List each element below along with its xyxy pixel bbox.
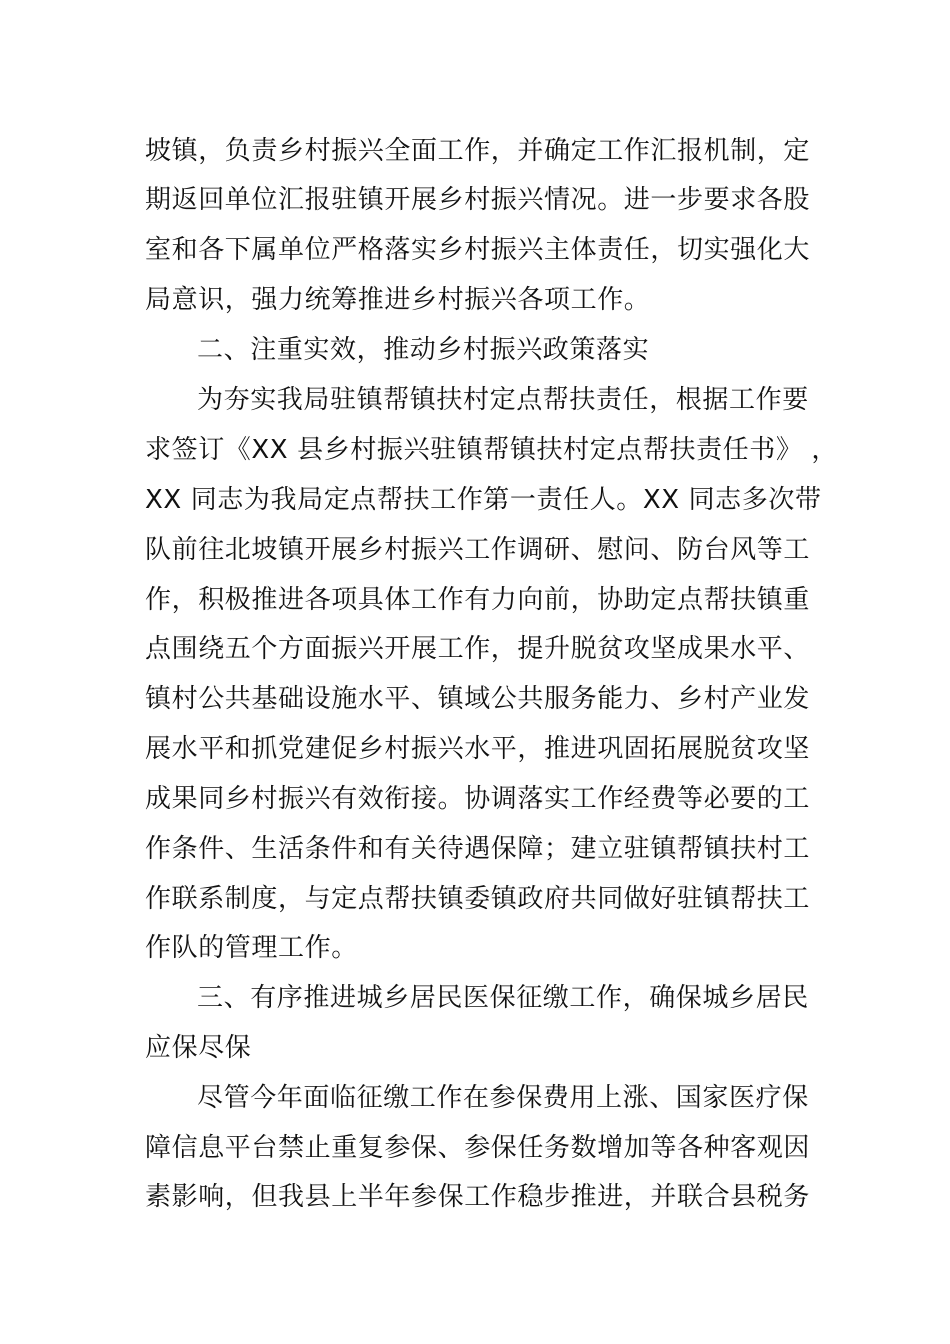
body-text-line: 镇村公共基础设施水平、镇域公共服务能力、乡村产业发: [145, 684, 811, 714]
body-text-line: 展水平和抓党建促乡村振兴水平，推进巩固拓展脱贫攻坚: [145, 734, 811, 764]
body-text-line: 素影响，但我县上半年参保工作稳步推进，并联合县税务: [145, 1182, 811, 1212]
body-text-line: XX 同志为我局定点帮扶工作第一责任人。XX 同志多次带: [145, 485, 822, 515]
body-text-line: 成果同乡村振兴有效衔接。协调落实工作经费等必要的工: [145, 784, 811, 814]
body-text-line: 为夯实我局驻镇帮镇扶村定点帮扶责任，根据工作要: [197, 385, 809, 415]
body-text-line: 作联系制度，与定点帮扶镇委镇政府共同做好驻镇帮扶工: [145, 884, 811, 914]
section-heading-continued: 应保尽保: [145, 1033, 252, 1063]
body-text-line: 点围绕五个方面振兴开展工作，提升脱贫攻坚成果水平、: [145, 634, 811, 664]
body-text-line: 坡镇，负责乡村振兴全面工作，并确定工作汇报机制，定: [145, 136, 811, 166]
body-text-line: 障信息平台禁止重复参保、参保任务数增加等各种客观因: [145, 1133, 811, 1163]
body-text-line: 作条件、生活条件和有关待遇保障；建立驻镇帮镇扶村工: [145, 834, 811, 864]
section-heading: 三、有序推进城乡居民医保征缴工作，确保城乡居民: [197, 983, 809, 1013]
body-text-line: 室和各下属单位严格落实乡村振兴主体责任，切实强化大: [145, 235, 811, 265]
body-text-line: 队前往北坡镇开展乡村振兴工作调研、慰问、防台风等工: [145, 535, 811, 565]
body-text-line: 作，积极推进各项具体工作有力向前，协助定点帮扶镇重: [145, 585, 811, 615]
body-text-line: 尽管今年面临征缴工作在参保费用上涨、国家医疗保: [197, 1083, 809, 1113]
body-text-line: 求签订《XX 县乡村振兴驻镇帮镇扶村定点帮扶责任书》 ，: [145, 435, 838, 465]
body-text-line: 局意识，强力统筹推进乡村振兴各项工作。: [145, 285, 651, 315]
body-text-line: 作队的管理工作。: [145, 933, 358, 963]
section-heading: 二、注重实效，推动乡村振兴政策落实: [197, 335, 650, 365]
body-text-line: 期返回单位汇报驻镇开展乡村振兴情况。进一步要求各股: [145, 185, 811, 215]
